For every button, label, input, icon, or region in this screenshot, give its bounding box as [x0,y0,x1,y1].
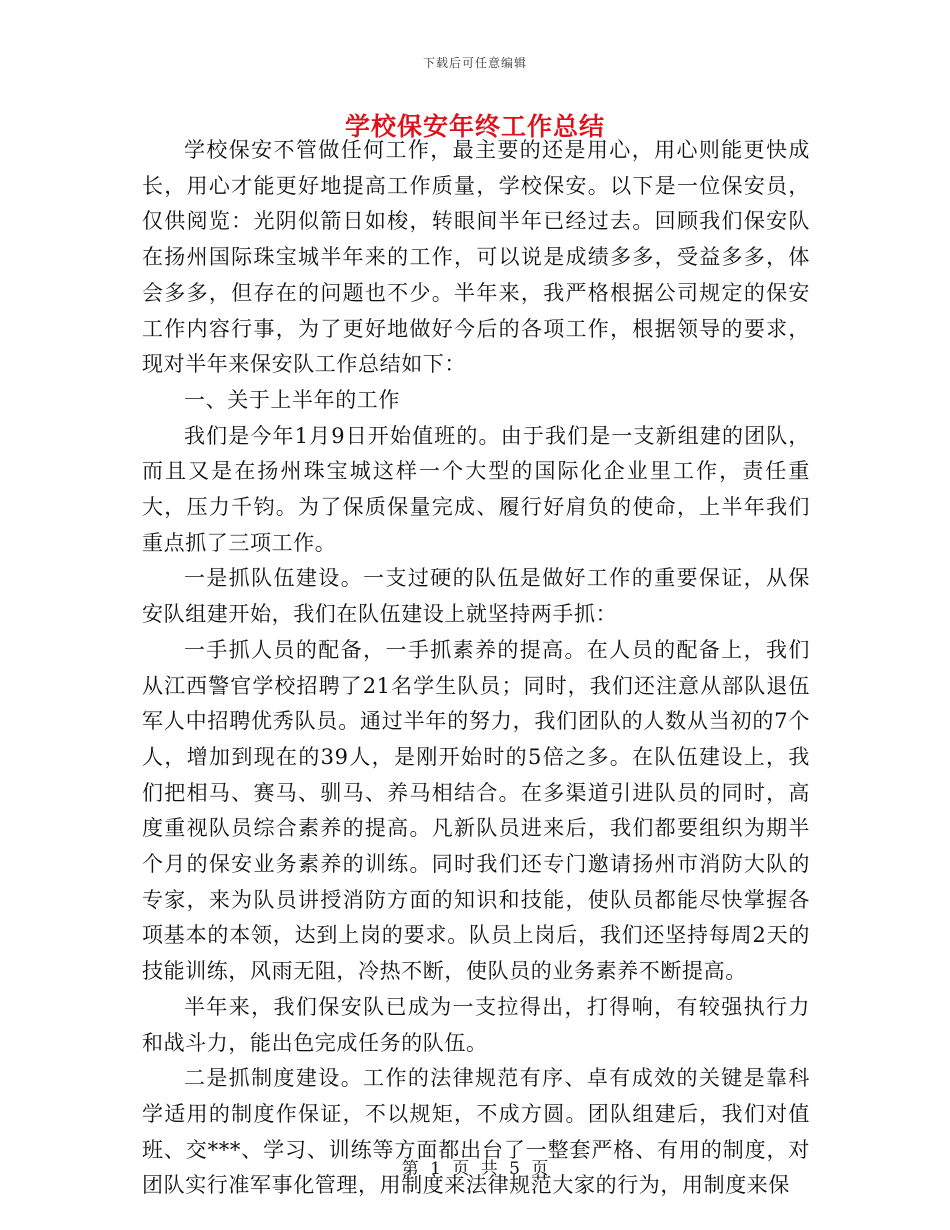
document-body [142,133,810,1204]
section-heading-first-half-work: 一、关于上半年的工作 [184,387,400,412]
page-footer-number: 第 1 页 共 5 页 [401,1159,549,1179]
paragraph-team-result: 半年来，我们保安队已成为一支拉得出，打得响，有较强执行力和战斗力，能出色完成任务的队伍。 [142,994,810,1055]
paragraph-start-duty: 我们是今年1月9日开始值班的。由于我们是一支新组建的团队，而且又是在扬州珠宝城这样一个大型的国际化企业里工作，责任重大，压力千钧。为了保质保量完成、履行好肩负的使命，上半年我们重点抓了三项工作。 [142,423,810,555]
document-title: 学校保安年终工作总结 [344,112,605,141]
paragraph-system-building: 二是抓制度建设。工作的法律规范有序、卓有成效的关键是靠科学适用的制度作保证，不以规矩，不成方圆。团队组建后，我们对值班、交***、学习、训练等方面都出台了一整套严格、有用的制度，对团队实行准军事化管理，用制度来法律规范大家的行为，用制度来保 [142,1066,810,1198]
paragraph-team-building: 一是抓队伍建设。一支过硬的队伍是做好工作的重要保证，从保安队组建开始，我们在队伍建设上就坚持两手抓： [142,566,810,627]
paragraph-intro: 学校保安不管做任何工作，最主要的还是用心，用心则能更快成长，用心才能更好地提高工作质量，学校保安。以下是一位保安员，仅供阅览：光阴似箭日如梭，转眼间半年已经过去。回顾我们保安队在扬州国际珠宝城半年来的工作，可以说是成绩多多，受益多多，体会多多，但存在的问题也不少。半年来，我严格根据公司规定的保安工作内容行事，为了更好地做好今后的各项工作，根据领导的要求，现对半年来保安队工作总结如下： [142,138,810,377]
paragraph-staffing-training: 一手抓人员的配备，一手抓素养的提高。在人员的配备上，我们从江西警官学校招聘了21名学生队员；同时，我们还注意从部队退伍军人中招聘优秀队员。通过半年的努力，我们团队的人数从当初的7个人，增加到现在的39人，是刚开始时的5倍之多。在队伍建设上，我们把相马、赛马、驯马、养马相结合。在多渠道引进队员的同时，高度重视队员综合素养的提高。凡新队员进来后，我们都要组织为期半个月的保安业务素养的训练。同时我们还专门邀请扬州市消防大队的专家，来为队员讲授消防方面的知识和技能，使队员都能尽快掌握各项基本的本领，达到上岗的要求。队员上岗后，我们还坚持每周2天的技能训练，风雨无阻，冷热不断，使队员的业务素养不断提高。 [142,637,810,984]
page-header-note: 下载后可任意编辑 [422,56,527,70]
